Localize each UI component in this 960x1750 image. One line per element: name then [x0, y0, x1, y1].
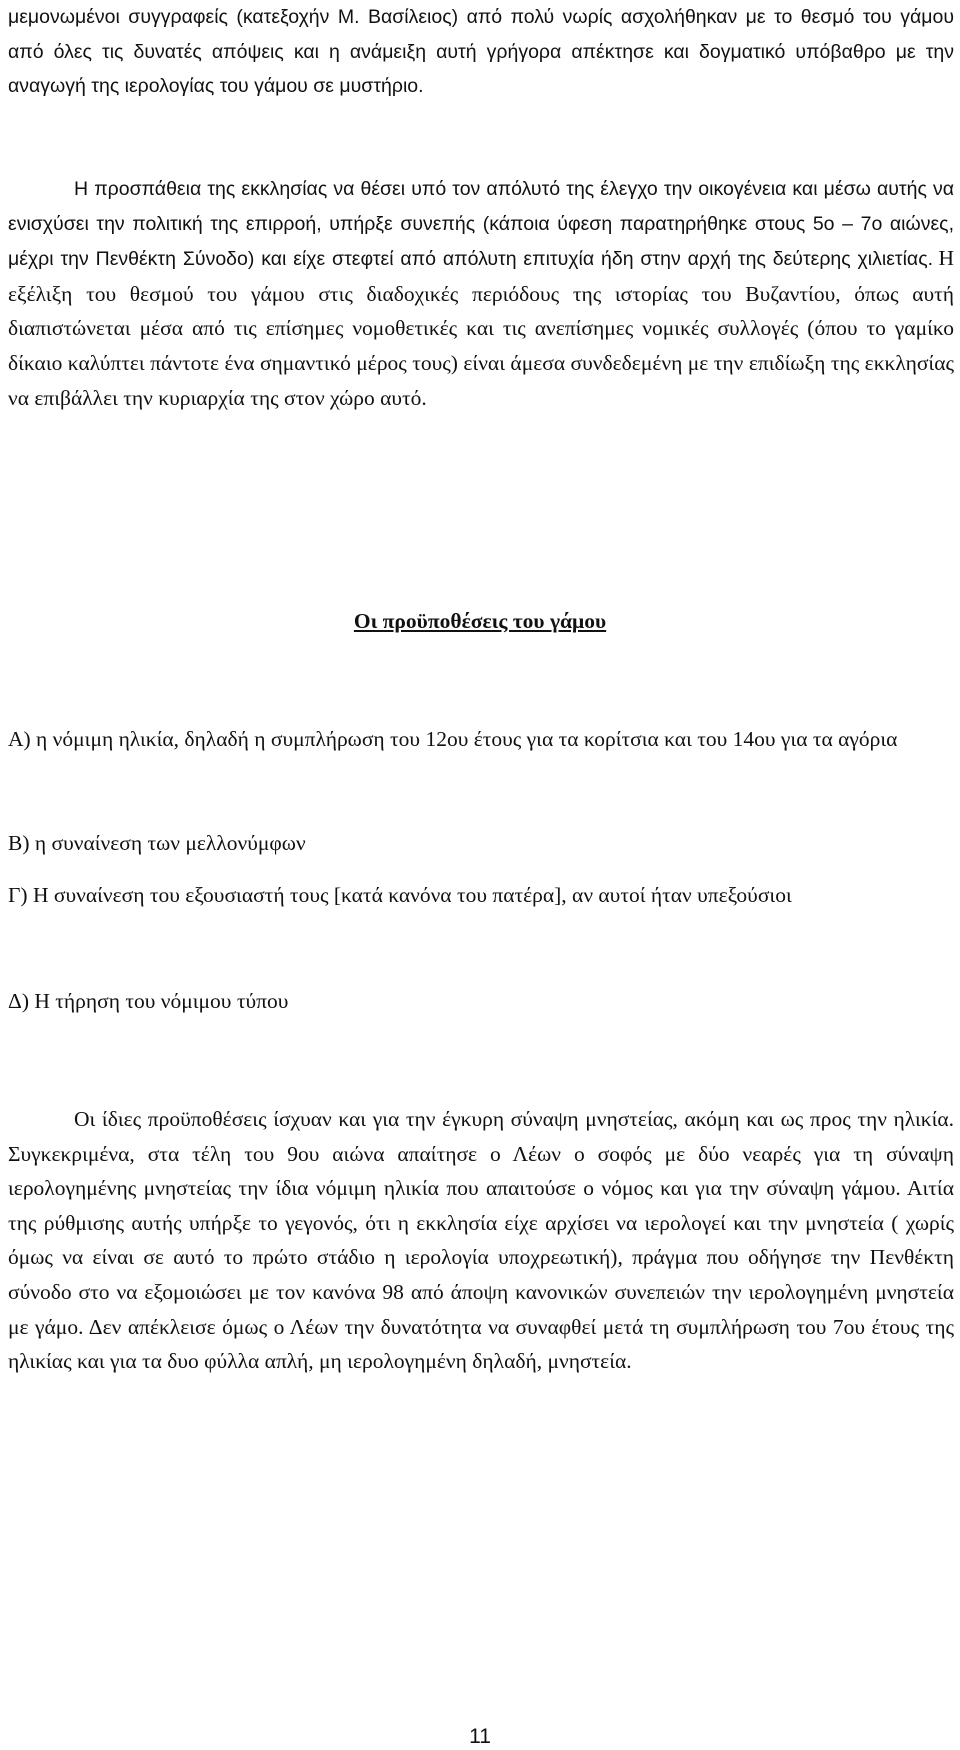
- paragraph-church-control-sans-text: Η προσπάθεια της εκκλησίας να θέσει υπό τον απόλυτό της έλεγχο την οικογένεια και μέσω αυτής να ενισχύσει την πολιτική της επιρροή, υπήρξε συνεπής (κάποια ύφεση παρατηρήθηκε στους 5ο – 7ο αιώνες, μέχρι την Πενθέκτη Σύνοδο) και είχε στεφτεί από απόλυτη επιτυχία ήδη στην αρχή της δεύτερης χιλιετίας.: [8, 178, 954, 271]
- paragraph-betrothal-serif-text: Οι ίδιες προϋποθέσεις ίσχυαν και για την έγκυρη σύναψη μνηστείας, ακόμη και ως προς την ηλικία.: [74, 1107, 954, 1131]
- paragraph-betrothal-cause-text: Αιτία της ρύθμισης αυτής υπήρξε το γεγονός, ότι η εκκλησία είχε αρχίσει να ιερολογεί και την μνηστεία ( χωρίς όμως να είναι σε αυτό το πρώτο στάδιο η ιερολογία υποχρεωτική), πράγμα που οδήγησε την Πενθέκτη σύνοδο στο να εξομοιώσει με τον κανόνα 98 από άποψη κανονικών συνεπειών την ιερολογημένη μνηστεία με γάμο.: [8, 1176, 954, 1339]
- paragraph-betrothal-exception-text: Δεν απέκλεισε όμως ο Λέων την δυνατότητα να συναφθεί μετά τη συμπλήρωση του 7ου έτους της ηλικίας και για τα δυο φύλλα απλή, μη ιερολογημένη δηλαδή, μνηστεία.: [8, 1314, 954, 1374]
- paragraph-betrothal-leo-text: Συγκεκριμένα, στα τέλη του 9ου αιώνα απαίτησε ο Λέων ο σοφός με δύο νεαρές για τη σύναψη ιερολογημένης μνηστείας την ίδια νόμιμη ηλικία που απαιτούσε ο νόμος και για την σύναψη γάμου.: [8, 1141, 954, 1201]
- condition-b: Β) η συναίνεση των μελλονύμφων: [8, 831, 306, 855]
- section-heading: Οι προϋποθέσεις του γάμου: [353, 609, 607, 633]
- condition-a: Α) η νόμιμη ηλικία, δηλαδή η συμπλήρωση του 12ου έτους για τα κορίτσια και του 14ου για τα αγόρια: [8, 727, 898, 751]
- paragraph-betrothal: [8, 1102, 954, 1379]
- paragraph-church-control-serif-text: Η εξέλιξη του θεσμού του γάμου στις διαδοχικές περιόδους της ιστορίας του Βυζαντίου, όπως αυτή διαπιστώνεται μέσα από τις επίσημες νομοθετικές και τις ανεπίσημες νομικές συλλογές (όπου το γαμίκο δίκαιο καλύπτει πάντοτε ένα σημαντικό μέρος τους) είναι άμεσα συνδεδεμένη με την επιδίωξη της εκκλησίας να επιβάλλει την κυριαρχία της στον χώρο αυτό.: [8, 246, 954, 410]
- paragraph-church-control: [8, 172, 954, 415]
- condition-d: Δ) Η τήρηση του νόμιμου τύπου: [8, 989, 289, 1013]
- intro-paragraph-text: μεμονωμένοι συγγραφείς (κατεξοχήν Μ. Βασίλειος) από πολύ νωρίς ασχολήθηκαν με το θεσμό του γάμου από όλες τις δυνατές απόψεις και η ανάμειξη αυτή γρήγορα απέκτησε και δογματικό υπόβαθρο με την αναγωγή της ιερολογίας του γάμου σε μυστήριο.: [8, 6, 954, 98]
- condition-c: Γ) Η συναίνεση του εξουσιαστή τους [κατά κανόνα του πατέρα], αν αυτοί ήταν υπεξούσιοι: [8, 883, 792, 907]
- intro-paragraph: [8, 0, 954, 104]
- page-number: 11: [469, 1725, 491, 1748]
